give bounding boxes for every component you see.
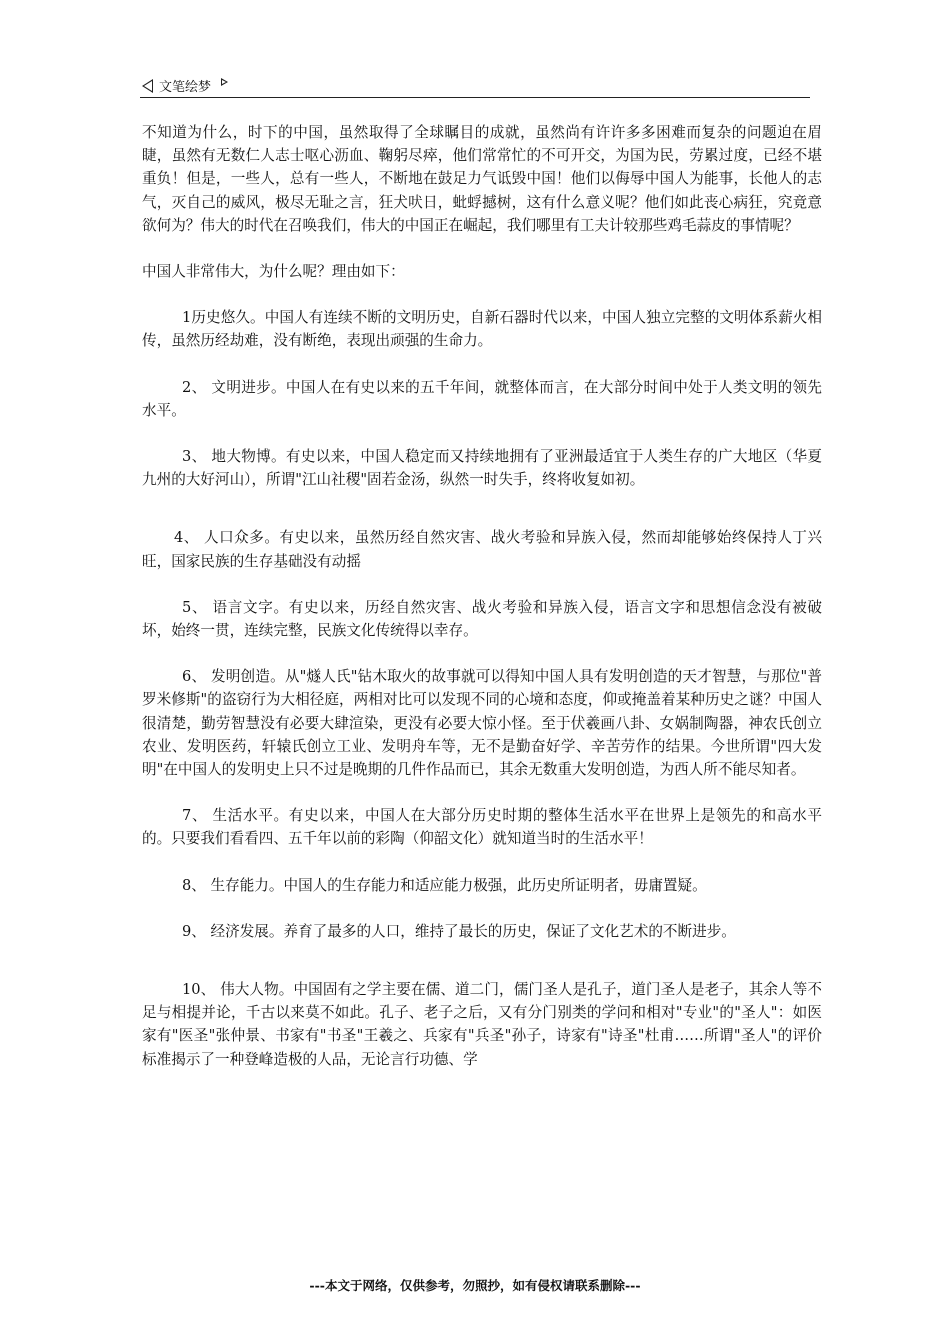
article-body xyxy=(142,121,822,1071)
brand-text: 文笔绘梦 xyxy=(159,80,212,95)
reason-2: 2、 文明进步。中国人在有史以来的五千年间，就整体而言，在大部分时间中处于人类文明的领先水平。 xyxy=(142,378,822,419)
triangle-right-icon xyxy=(221,78,228,86)
reason-9: 9、 经济发展。养育了最多的人口，维持了最长的历史，保证了文化艺术的不断进步。 xyxy=(182,922,736,940)
thesis-paragraph: 中国人非常伟大，为什么呢？理由如下： xyxy=(142,263,405,281)
reason-5: 5、 语言文字。有史以来，历经自然灾害、战火考验和异族入侵，语言文字和思想信念没有被破坏，始终一贯，连续完整，民族文化传统得以幸存。 xyxy=(142,598,822,640)
brand xyxy=(142,76,228,95)
reason-1: 1历史悠久。中国人有连续不断的文明历史，自新石器时代以来，中国人独立完整的文明体系薪火相传，虽然历经劫难，没有断绝，表现出顽强的生命力。 xyxy=(142,309,822,350)
reason-4: 4、 人口众多。有史以来，虽然历经自然灾害、战火考验和异族入侵，然而却能够始终保持人丁兴旺，国家民族的生存基础没有动摇 xyxy=(142,529,822,570)
reason-6: 6、 发明创造。从"燧人氏"钻木取火的故事就可以得知中国人具有发明创造的天才智慧，与那位"普罗米修斯"的盗窃行为大相径庭，两相对比可以发现不同的心境和态度，仰或掩盖着某种历史之谜？中国人很清楚，勤劳智慧没有必要大肆渲染，更没有必要大惊小怪。至于伏羲画八卦、女娲制陶器，神农氏创立农业、发明医药，轩辕氏创立工业、发明舟车等，无不是勤奋好学、辛苦劳作的结果。今世所谓"四大发明"在中国人的发明史上只不过是晚期的几件作品而已，其余无数重大发明创造，为西人所不能尽知者。 xyxy=(142,668,822,779)
reason-3: 3、 地大物博。有史以来，中国人稳定而又持续地拥有了亚洲最适宜于人类生存的广大地区（华夏九州的大好河山），所谓"江山社稷"固若金汤，纵然一时失手，终将收复如初。 xyxy=(142,448,822,489)
reason-8: 8、 生存能力。中国人的生存能力和适应能力极强，此历史所证明者，毋庸置疑。 xyxy=(182,876,707,894)
reason-10: 10、 伟大人物。中国固有之学主要在儒、道二门，儒门圣人是孔子，道门圣人是老子，其余人等不足与相提并论，千古以来莫不如此。孔子、老子之后，又有分门别类的学问和相对"专业"的"圣人"：如医家有"医圣"张仲景、书家有"书圣"王羲之、兵家有"兵圣"孙子，诗家有"诗圣"杜甫……所谓"圣人"的评价标准揭示了一种登峰造极的人品，无论言行功德、学 xyxy=(142,981,822,1068)
footer-notice: ---本文于网络，仅供参考，勿照抄，如有侵权请联系删除--- xyxy=(309,1278,641,1293)
page-header xyxy=(142,74,810,96)
triangle-left-icon xyxy=(142,79,153,93)
header-divider xyxy=(140,97,810,98)
intro-paragraph: 不知道为什么，时下的中国，虽然取得了全球瞩目的成就，虽然尚有许许多多困难而复杂的问题迫在眉睫，虽然有无数仁人志士呕心沥血、鞠躬尽瘁，他们常常忙的不可开交，为国为民，劳累过度，已经不堪重负！但是，一些人，总有一些人，不断地在鼓足力气诋毁中国！他们以侮辱中国人为能事，长他人的志气，灭自己的威风，极尽无耻之言，狂犬吠日，蚍蜉撼树，这有什么意义呢？他们如此丧心病狂，究竟意欲何为？伟大的时代在召唤我们，伟大的中国正在崛起，我们哪里有工夫计较那些鸡毛蒜皮的事情呢？ xyxy=(142,124,822,234)
reason-7: 7、 生活水平。有史以来，中国人在大部分历史时期的整体生活水平在世界上是领先的和高水平的。只要我们看看四、五千年以前的彩陶（仰韶文化）就知道当时的生活水平！ xyxy=(142,807,822,848)
